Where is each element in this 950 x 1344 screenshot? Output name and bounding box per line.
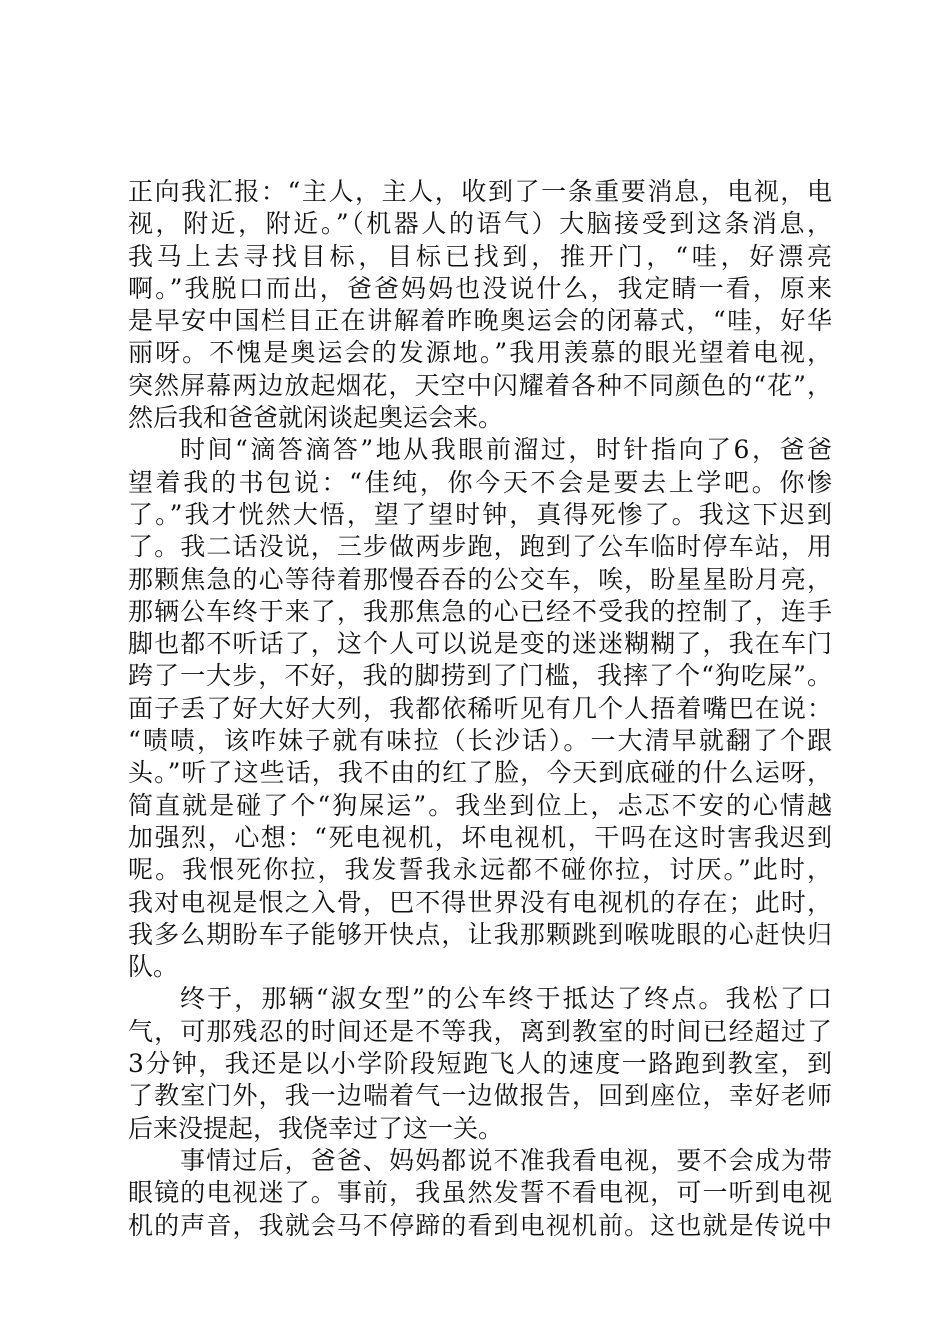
text-line: 加强烈，心想：“死电视机，坏电视机，干吗在这时害我迟到 <box>128 822 832 852</box>
text-line: 望着我的书包说：“佳纯，你今天不会是要去上学吧。你惨 <box>128 467 832 497</box>
text-line: 后来没提起，我侥幸过了这一关。 <box>128 1113 504 1143</box>
text-line: 跨了一大步，不好，我的脚捞到了门槛，我摔了个“狗吃屎”。 <box>128 661 832 691</box>
text-line: 眼镜的电视迷了。事前，我虽然发誓不看电视，可一听到电视 <box>128 1178 832 1208</box>
text-line: 简直就是碰了个“狗屎运”。我坐到位上，忐忑不安的心情越 <box>128 790 832 820</box>
text-line: 呢。我恨死你拉，我发誓我永远都不碰你拉，讨厌。”此时， <box>128 855 832 885</box>
document-body <box>128 176 832 1242</box>
text-line: 了。”我才恍然大悟，望了望时钟，真得死惨了。我这下迟到 <box>128 499 832 529</box>
text-line: 那颗焦急的心等待着那慢吞吞的公交车，唉，盼星星盼月亮， <box>128 564 832 594</box>
text-line: 3分钟，我还是以小学阶段短跑飞人的速度一路跑到教室，到 <box>128 1049 832 1079</box>
text-line: 那辆公车终于来了，我那焦急的心已经不受我的控制了，连手 <box>128 596 832 626</box>
text-line: 脚也都不听话了，这个人可以说是变的迷迷糊糊了，我在车门 <box>128 629 832 659</box>
text-line: 了教室门外，我一边喘着气一边做报告，回到座位，幸好老师 <box>128 1081 832 1111</box>
text-line: 突然屏幕两边放起烟花，天空中闪耀着各种不同颜色的“花”， <box>128 370 832 400</box>
text-line: 头。”听了这些话，我不由的红了脸，今天到底碰的什么运呀， <box>128 758 832 788</box>
text-line: 视，附近，附近。”（机器人的语气）大脑接受到这条消息， <box>128 209 832 239</box>
text-line: 了。我二话没说，三步做两步跑，跑到了公车临时停车站，用 <box>128 532 832 562</box>
text-line: 然后我和爸爸就闲谈起奥运会来。 <box>128 403 504 433</box>
text-line: 我多么期盼车子能够开快点，让我那颗跳到喉咙眼的心赶快归 <box>128 919 832 949</box>
text-line: 气，可那残忍的时间还是不等我，离到教室的时间已经超过了 <box>128 1016 832 1046</box>
text-line: 正向我汇报：“主人，主人，收到了一条重要消息，电视，电 <box>128 177 832 206</box>
text-line: 时间“滴答滴答”地从我眼前溜过，时针指向了6，爸爸 <box>180 435 832 465</box>
text-line: 是早安中国栏目正在讲解着昨晚奥运会的闭幕式，“哇，好华 <box>128 306 832 336</box>
text-line: 我对电视是恨之入骨，巴不得世界没有电视机的存在；此时， <box>128 887 832 917</box>
text-line: 机的声音，我就会马不停蹄的看到电视机前。这也就是传说中 <box>128 1210 832 1240</box>
text-line: 啊。”我脱口而出，爸爸妈妈也没说什么，我定睛一看，原来 <box>128 273 832 303</box>
text-line: 事情过后，爸爸、妈妈都说不准我看电视，要不会成为带 <box>180 1145 832 1175</box>
text-line: 我马上去寻找目标，目标已找到，推开门，“哇，好漂亮 <box>128 241 832 271</box>
text-line: 面子丢了好大好大列，我都依稀听见有几个人捂着嘴巴在说： <box>128 693 832 723</box>
text-line: “啧啧，该咋妹子就有味拉（长沙话）。一大清早就翻了个跟 <box>128 726 832 756</box>
text-line: 队。 <box>128 952 179 982</box>
text-line: 丽呀。不愧是奥运会的发源地。”我用羡慕的眼光望着电视， <box>128 338 832 368</box>
text-line: 终于，那辆“淑女型”的公车终于抵达了终点。我松了口 <box>180 984 832 1014</box>
